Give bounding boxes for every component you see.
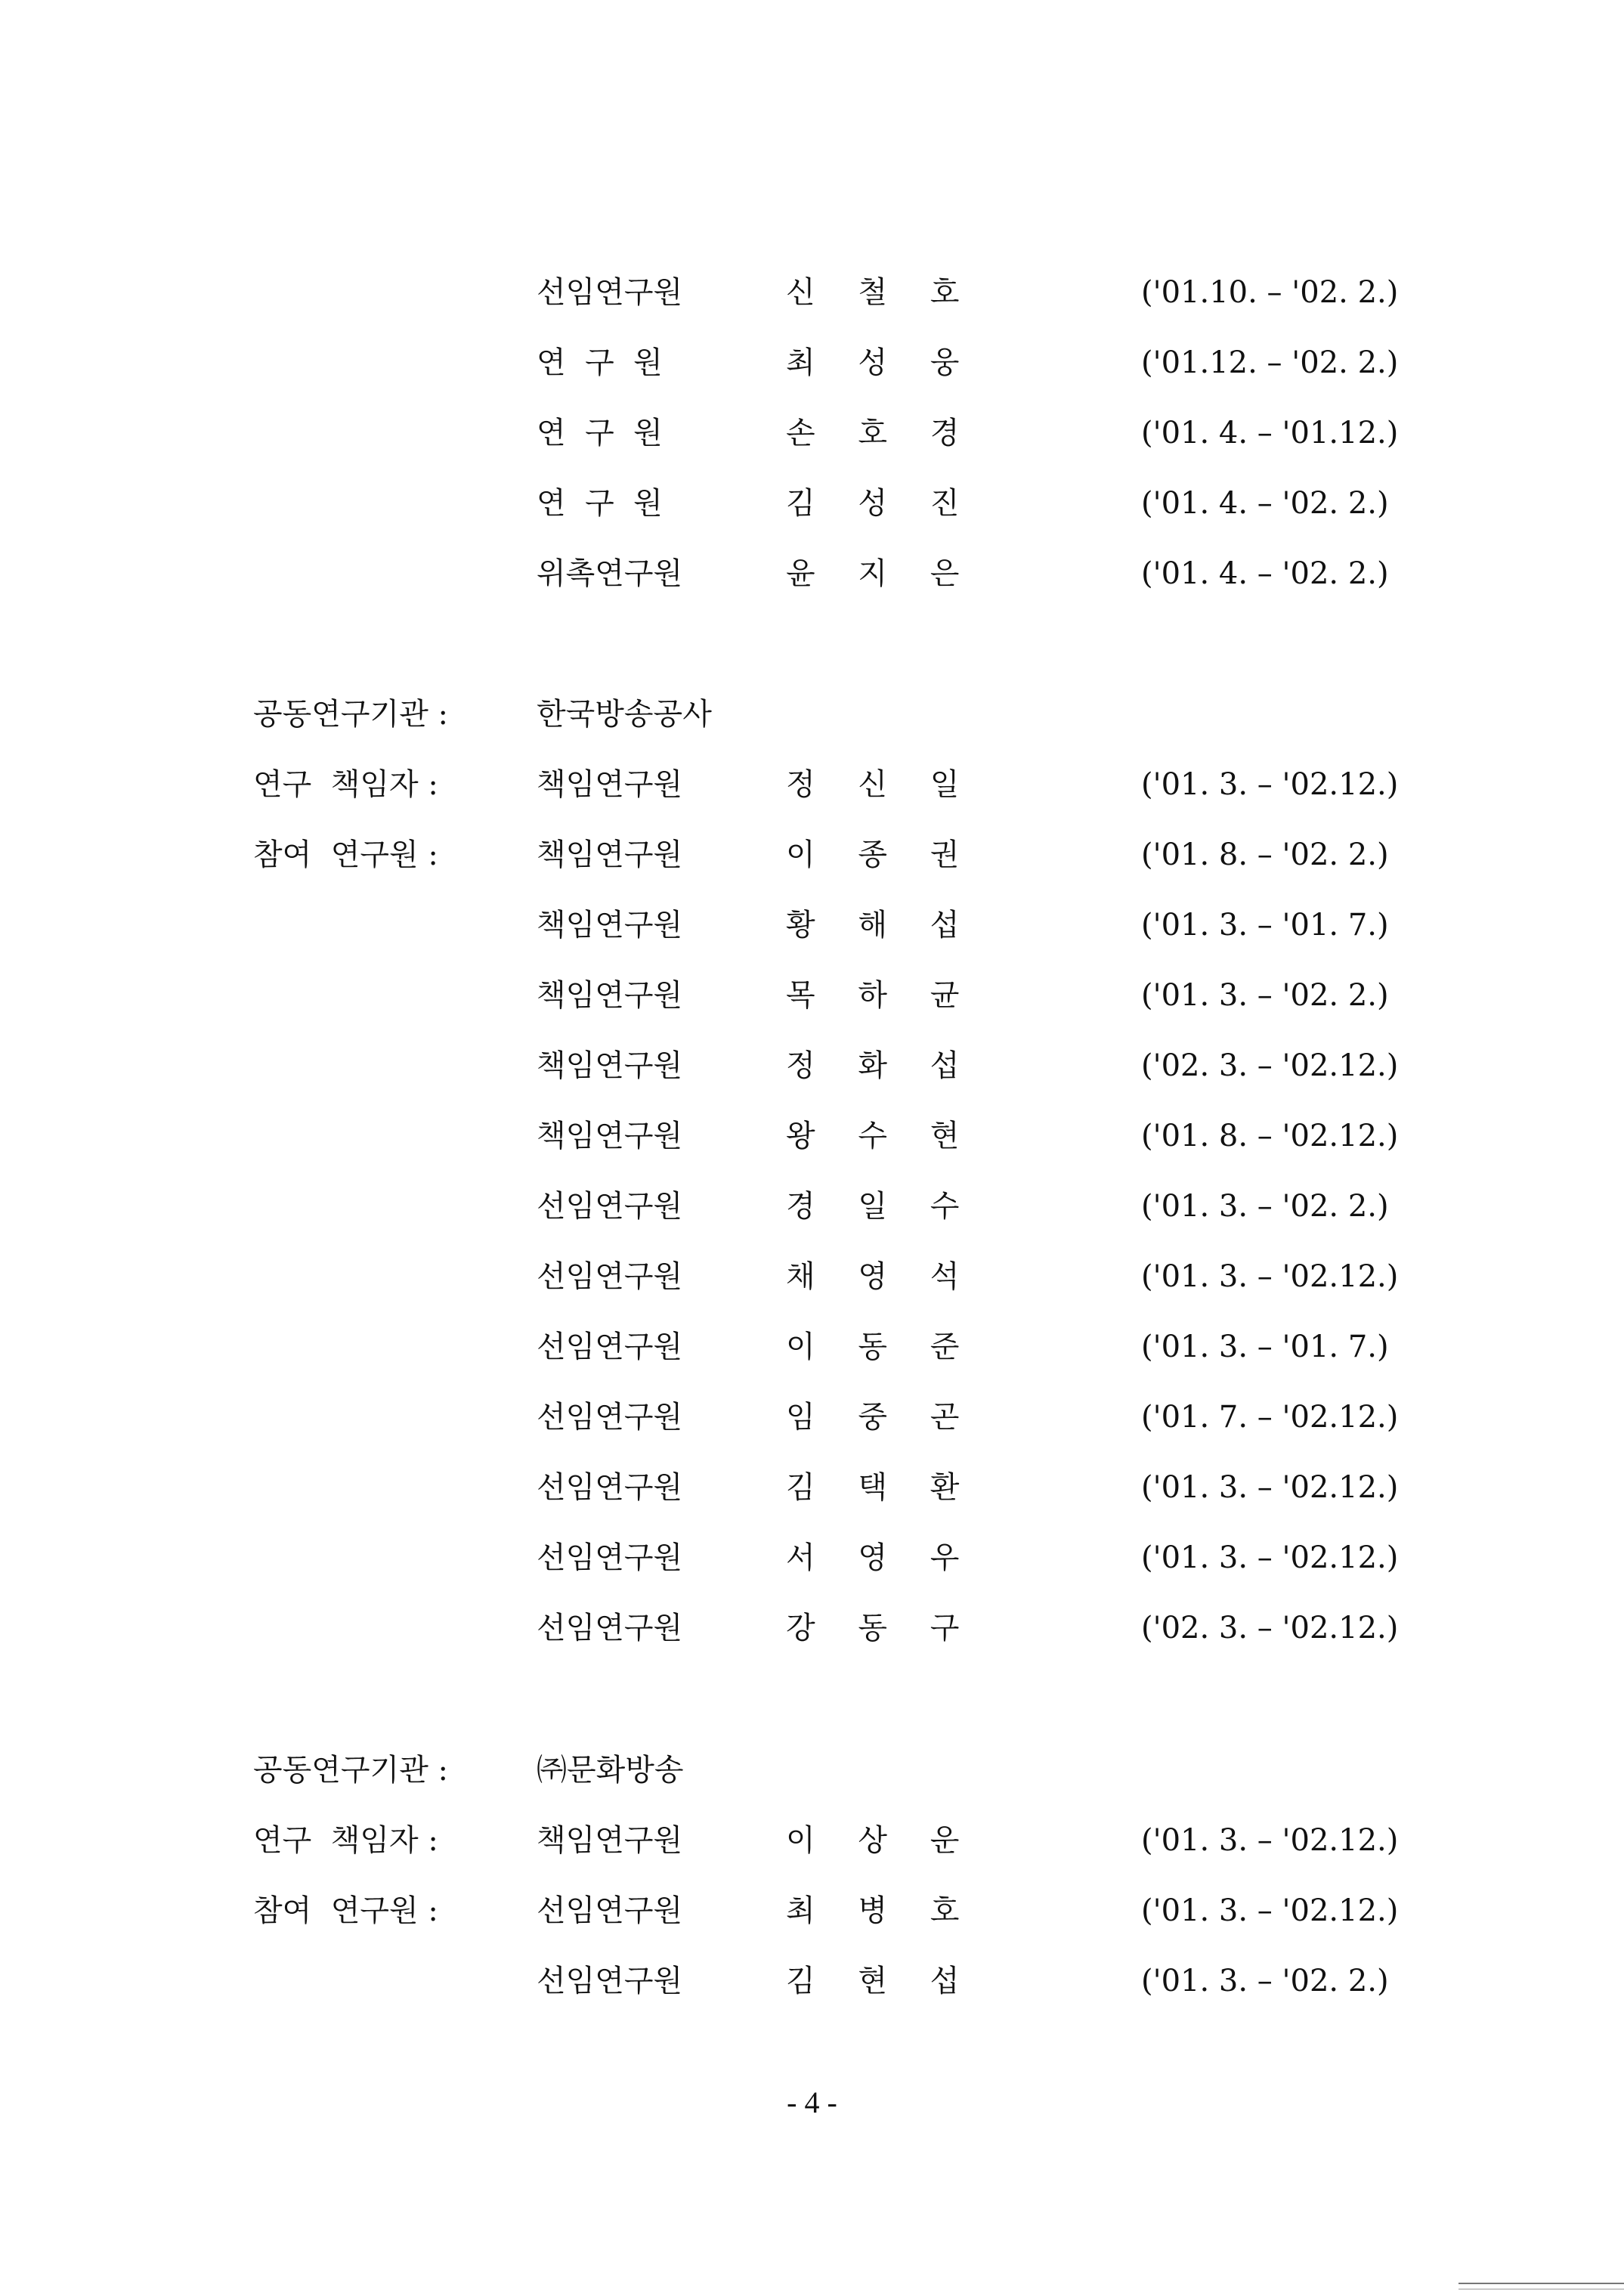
member-name: 정 화 섭 xyxy=(786,1048,976,1083)
org-row xyxy=(0,692,1624,737)
page-number: - 4 - xyxy=(787,2085,837,2119)
member-row xyxy=(0,1043,1624,1088)
member-role: 위촉연구원 xyxy=(537,556,683,591)
member-group-label: 참여 연구원 : xyxy=(253,1893,438,1928)
member-name: 이 동 준 xyxy=(786,1330,976,1364)
member-role: 책임연구원 xyxy=(537,1823,683,1858)
org-label: 공동연구기관 : xyxy=(253,697,449,732)
member-role: 선임연구원 xyxy=(537,1964,683,1998)
member-name: 임 중 곤 xyxy=(786,1400,976,1435)
member-row xyxy=(0,1113,1624,1159)
member-period: ('01. 4. – '02. 2.) xyxy=(1141,486,1389,521)
member-name: 최 성 웅 xyxy=(786,345,976,380)
member-period: ('01. 3. – '02. 2.) xyxy=(1141,1964,1389,1998)
member-role: 책임연구원 xyxy=(537,908,683,943)
member-period: ('01. 3. – '02. 2.) xyxy=(1141,978,1389,1013)
member-row xyxy=(0,1465,1624,1510)
member-group-label: 연구 책임자 : xyxy=(253,1823,438,1858)
member-role: 선임연구원 xyxy=(537,275,683,310)
member-row xyxy=(0,1958,1624,2004)
member-group-label: 참여 연구원 : xyxy=(253,837,438,872)
member-row xyxy=(0,551,1624,596)
member-name: 서 영 우 xyxy=(786,1540,976,1575)
member-period: ('01. 4. – '02. 2.) xyxy=(1141,556,1389,591)
member-row xyxy=(0,1395,1624,1440)
member-period: ('01. 4. – '01.12.) xyxy=(1141,416,1399,450)
member-row xyxy=(0,340,1624,385)
member-role: 선임연구원 xyxy=(537,1893,683,1928)
member-period: ('02. 3. – '02.12.) xyxy=(1141,1048,1399,1083)
org-name: ㈜문화방송 xyxy=(537,1753,684,1788)
member-row xyxy=(0,410,1624,456)
member-role: 선임연구원 xyxy=(537,1330,683,1364)
member-period: ('01.12. – '02. 2.) xyxy=(1141,345,1399,380)
member-row xyxy=(0,270,1624,315)
member-period: ('02. 3. – '02.12.) xyxy=(1141,1611,1399,1645)
member-name: 이 종 권 xyxy=(786,837,976,872)
member-row xyxy=(0,1818,1624,1863)
member-name: 신 철 호 xyxy=(786,275,976,310)
member-name: 이 상 운 xyxy=(786,1823,976,1858)
member-period: ('01. 8. – '02.12.) xyxy=(1141,1119,1399,1153)
member-row xyxy=(0,1888,1624,1933)
member-name: 윤 지 은 xyxy=(786,556,976,591)
member-name: 최 병 호 xyxy=(786,1893,976,1928)
member-role: 책임연구원 xyxy=(537,767,683,802)
member-role: 연 구 원 xyxy=(537,416,663,450)
member-row xyxy=(0,762,1624,807)
member-role: 선임연구원 xyxy=(537,1259,683,1294)
member-name: 강 동 구 xyxy=(786,1611,976,1645)
member-row xyxy=(0,1184,1624,1229)
member-row xyxy=(0,1254,1624,1299)
member-name: 김 현 섭 xyxy=(786,1964,976,1998)
member-group-label: 연구 책임자 : xyxy=(253,767,438,802)
member-role: 책임연구원 xyxy=(537,837,683,872)
member-period: ('01. 7. – '02.12.) xyxy=(1141,1400,1399,1435)
member-role: 연 구 원 xyxy=(537,486,663,521)
member-role: 연 구 원 xyxy=(537,345,663,380)
member-name: 채 영 석 xyxy=(786,1259,976,1294)
member-period: ('01. 3. – '02.12.) xyxy=(1141,1540,1399,1575)
member-role: 선임연구원 xyxy=(537,1611,683,1645)
scan-edge-mark xyxy=(1459,2283,1624,2289)
member-period: ('01. 3. – '02.12.) xyxy=(1141,1893,1399,1928)
member-name: 손 호 경 xyxy=(786,416,976,450)
member-period: ('01. 3. – '02.12.) xyxy=(1141,1259,1399,1294)
member-name: 목 하 균 xyxy=(786,978,976,1013)
member-row xyxy=(0,902,1624,948)
member-period: ('01.10. – '02. 2.) xyxy=(1141,275,1399,310)
member-period: ('01. 3. – '02.12.) xyxy=(1141,1823,1399,1858)
member-role: 책임연구원 xyxy=(537,1048,683,1083)
member-name: 김 택 환 xyxy=(786,1470,976,1505)
member-row xyxy=(0,832,1624,878)
member-row xyxy=(0,1605,1624,1651)
member-row xyxy=(0,1324,1624,1370)
member-period: ('01. 3. – '02.12.) xyxy=(1141,767,1399,802)
member-period: ('01. 3. – '02. 2.) xyxy=(1141,1189,1389,1224)
org-row xyxy=(0,1748,1624,1793)
member-role: 책임연구원 xyxy=(537,978,683,1013)
member-role: 선임연구원 xyxy=(537,1400,683,1435)
org-name: 한국방송공사 xyxy=(537,697,712,732)
member-row xyxy=(0,481,1624,526)
member-role: 선임연구원 xyxy=(537,1189,683,1224)
member-name: 왕 수 현 xyxy=(786,1119,976,1153)
member-name: 경 일 수 xyxy=(786,1189,976,1224)
member-period: ('01. 8. – '02. 2.) xyxy=(1141,837,1389,872)
member-name: 정 신 일 xyxy=(786,767,976,802)
member-row xyxy=(0,973,1624,1018)
member-period: ('01. 3. – '01. 7.) xyxy=(1141,1330,1389,1364)
member-name: 김 성 진 xyxy=(786,486,976,521)
member-role: 선임연구원 xyxy=(537,1470,683,1505)
member-name: 황 해 섭 xyxy=(786,908,976,943)
org-label: 공동연구기관 : xyxy=(253,1753,449,1788)
member-period: ('01. 3. – '02.12.) xyxy=(1141,1470,1399,1505)
member-row xyxy=(0,1535,1624,1580)
member-role: 선임연구원 xyxy=(537,1540,683,1575)
member-role: 책임연구원 xyxy=(537,1119,683,1153)
member-period: ('01. 3. – '01. 7.) xyxy=(1141,908,1389,943)
